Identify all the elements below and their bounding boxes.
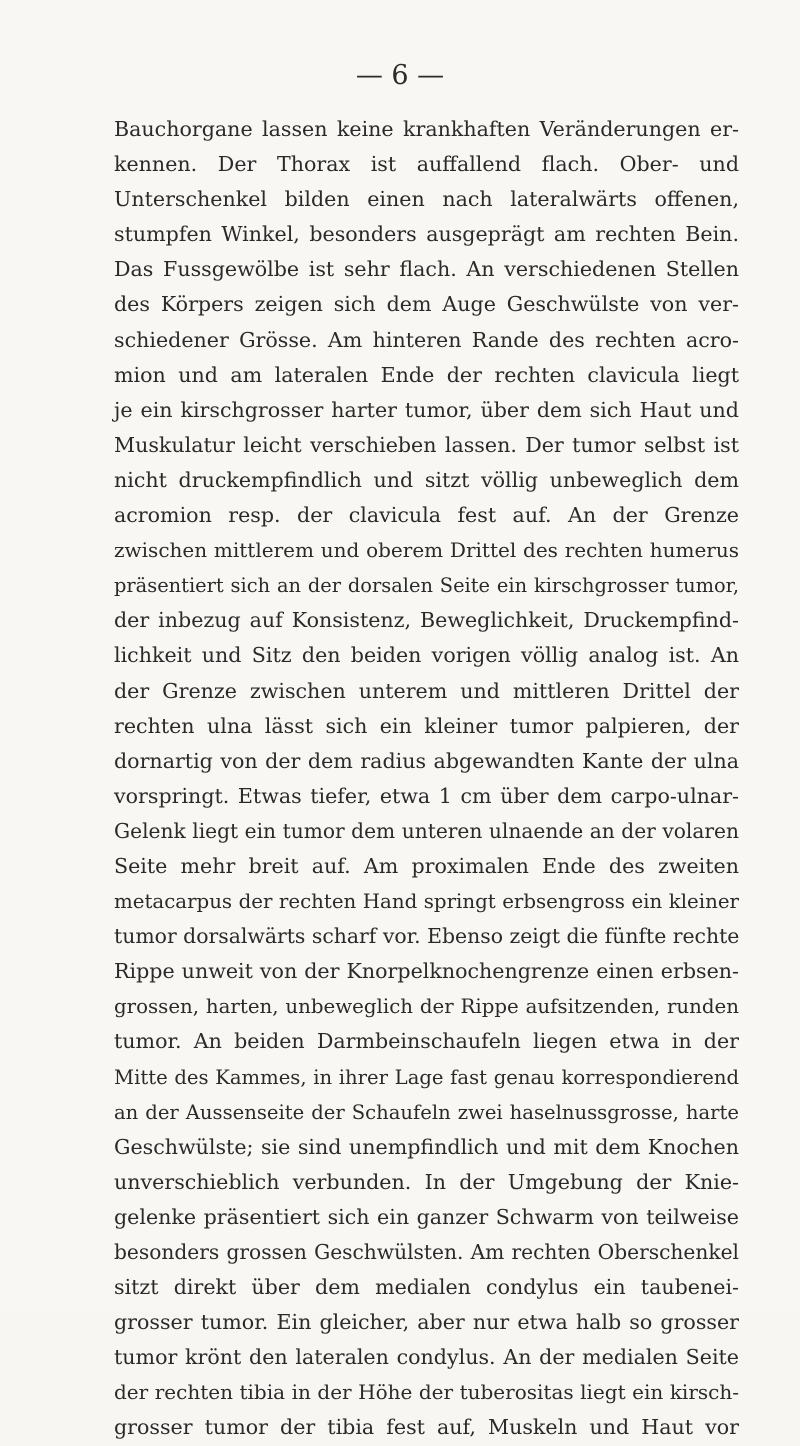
text-line: Das Fussgewölbe ist sehr flach. An verschiedenen Stellen (114, 257, 739, 282)
text-line: rechten ulna lässt sich ein kleiner tumor palpieren, der (114, 713, 739, 738)
text-line: gelenke präsentiert sich ein ganzer Schwarm von teilweise (114, 1204, 739, 1229)
text-line: Muskulatur leicht verschieben lassen. Der tumor selbst ist (114, 432, 739, 457)
page-number: — 6 — (355, 60, 445, 91)
text-line: grossen, harten, unbeweglich der Rippe aufsitzenden, runden (114, 995, 739, 1019)
text-line: grosser tumor der tibia fest auf, Muskeln und Haut vor (114, 1415, 739, 1440)
text-line: grosser tumor. Ein gleicher, aber nur etwa halb so grosser (114, 1310, 739, 1335)
text-line: lichkeit und Sitz den beiden vorigen völlig analog ist. An (114, 643, 739, 668)
text-line: tumor krönt den lateralen condylus. An der medialen Seite (114, 1345, 739, 1370)
text-line: acromion resp. der clavicula fest auf. An der Grenze (114, 503, 739, 528)
text-line: unverschieblich verbunden. In der Umgebung der Knie- (114, 1169, 739, 1194)
text-line: nicht druckempfindlich und sitzt völlig unbeweglich dem (114, 467, 739, 492)
text-line: Rippe unweit von der Knorpelknochengrenze einen erbsen- (114, 959, 739, 984)
text-line: dornartig von der dem radius abgewandten Kante der ulna (114, 748, 739, 773)
text-line: Mitte des Kammes, in ihrer Lage fast genau korrespondierend (114, 1065, 739, 1089)
text-line: vorspringt. Etwas tiefer, etwa 1 cm über dem carpo-ulnar- (114, 783, 739, 808)
text-line: tumor dorsalwärts scharf vor. Ebenso zeigt die fünfte rechte (114, 924, 740, 949)
text-line: je ein kirschgrosser harter tumor, über dem sich Haut und (114, 397, 739, 422)
text-line: Unterschenkel bilden einen nach lateralwärts offenen, (114, 187, 739, 212)
text-line: tumor. An beiden Darmbeinschaufeln liegen etwa in der (114, 1029, 739, 1054)
text-line: schiedener Grösse. Am hinteren Rande des rechten acro- (114, 327, 739, 352)
text-line: Geschwülste; sie sind unempfindlich und mit dem Knochen (114, 1134, 739, 1159)
body-text (114, 112, 739, 1446)
text-line: metacarpus der rechten Hand springt erbsengross ein kleiner (114, 890, 739, 914)
text-line: der Grenze zwischen unterem und mittleren Drittel der (114, 678, 739, 703)
text-line: des Körpers zeigen sich dem Auge Geschwülste von ver- (114, 292, 739, 317)
text-line: stumpfen Winkel, besonders ausgeprägt am rechten Bein. (114, 222, 739, 247)
text-line: besonders grossen Geschwülsten. Am rechten Oberschenkel (114, 1240, 739, 1264)
text-line: an der Aussenseite der Schaufeln zwei haselnussgrosse, harte (114, 1100, 739, 1124)
text-line: mion und am lateralen Ende der rechten clavicula liegt (114, 362, 739, 387)
text-line: Gelenk liegt ein tumor dem unteren ulnaende an der volaren (114, 818, 739, 843)
text-line: Bauchorgane lassen keine krankhaften Veränderungen er- (114, 117, 739, 141)
text-line: präsentiert sich an der dorsalen Seite ein kirschgrosser tumor, (114, 574, 739, 598)
text-line: der inbezug auf Konsistenz, Beweglichkeit, Druckempfind- (114, 608, 739, 633)
text-line: sitzt direkt über dem medialen condylus ein taubenei- (114, 1275, 739, 1300)
text-line: der rechten tibia in der Höhe der tuberositas liegt ein kirsch- (114, 1380, 739, 1405)
text-line: zwischen mittlerem und oberem Drittel des rechten humerus (114, 538, 739, 563)
text-line: kennen. Der Thorax ist auffallend flach. Ober- und (114, 152, 739, 177)
text-line: Seite mehr breit auf. Am proximalen Ende des zweiten (114, 853, 739, 878)
